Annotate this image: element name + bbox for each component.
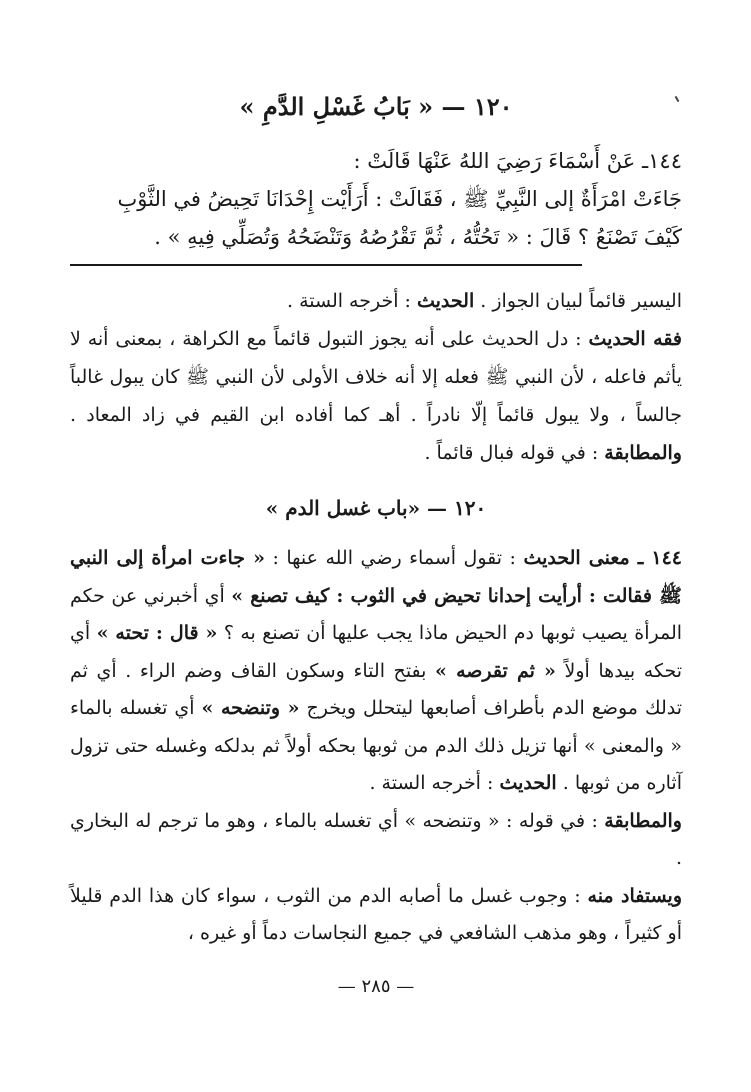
commentary-paragraph-1 xyxy=(70,540,682,803)
commentary-text: : أخرجه الستة . xyxy=(369,772,494,794)
document-page xyxy=(70,90,682,1001)
commentary-text: : وجوب غسل ما أصابه الدم من الثوب ، سواء كان هذا الدم قليلاً أو كثيراً ، وهو مذهب الشافعي في جميع النجاسات دماً أو غيره ، xyxy=(70,884,682,944)
matching-label: والمطابقة xyxy=(604,442,682,464)
commentary-text: أي تحكه بيدها أولاً xyxy=(70,622,683,682)
commentary-text: أي تغسله بالماء « والمعنى » أنها تزيل ذلك الدم من ثوبها بحكه أولاً ثم بدلكه وغسله حتى تزول آثاره من ثوبها . xyxy=(70,697,682,794)
fiqh-label: فقه الحديث xyxy=(588,328,683,350)
previous-text: : في قوله فبال قائماً . xyxy=(424,442,599,464)
section-heading: ١٢٠ — «باب غسل الدم » xyxy=(265,496,487,520)
commentary xyxy=(70,540,682,953)
previous-text: اليسير قائماً لبيان الجواز . xyxy=(480,290,682,312)
benefit-label: ويستفاد منه xyxy=(587,884,682,907)
previous-paragraph-2 xyxy=(70,320,682,472)
page-number: — ٢٨٥ — xyxy=(337,975,415,997)
separator-rule xyxy=(70,264,582,266)
hadith-label: الحديث xyxy=(416,290,475,312)
hadith-line-1: ١٤٤ـ عَنْ أَسْمَاءَ رَضِيَ اللهُ عَنْهَا قَالَتْ : xyxy=(353,149,682,173)
commentary-text: : في قوله : « وتنضحه » أي تغسله بالماء ، وهو ما ترجم له البخاري . xyxy=(70,809,682,869)
commentary-text: أي أخبرني عن حكم المرأة يصيب ثوبها دم الحيض ماذا يجب عليها أن تصنع به ؟ xyxy=(70,584,683,644)
commentary-text: : تقول أسماء رضي الله عنها : xyxy=(272,547,516,569)
quote-text: « وتنضحه » xyxy=(201,697,300,719)
commentary-paragraph-3 xyxy=(70,878,682,953)
quote-text: « قال : تحته » xyxy=(96,622,218,644)
meaning-label: ١٤٤ ـ معنى الحديث xyxy=(523,547,683,569)
previous-text: : دل الحديث على أنه يجوز التبول قائماً مع الكراهة ، بمعنى أنه لا يأثم فاعله ، لأن النبي ﷺ فعله إلا أنه خلاف الأولى لأن النبي ﷺ كان يبول غالباً جالساً ، ولا يبول قائماً إلّا نادراً . أهـ كما أفاده ابن القيم في زاد المعاد . xyxy=(70,328,682,426)
previous-paragraph-1 xyxy=(70,282,682,320)
previous-commentary xyxy=(70,282,682,472)
matching-label: والمطابقة xyxy=(604,809,682,832)
chapter-heading: ١٢٠ — « بَابُ غَسْلِ الدَّمِ » xyxy=(239,92,513,121)
quote-text: « ثم تقرصه » xyxy=(435,659,556,682)
quote-text: « جاءت امرأة إلى النبي ﷺ فقالت : أرأيت إحدانا تحيض في الثوب : كيف تصنع » xyxy=(70,547,682,607)
hadith-text xyxy=(70,142,682,256)
previous-text: : أخرجه الستة . xyxy=(287,290,411,312)
commentary-paragraph-2 xyxy=(70,803,682,878)
hadith-line-3: كَيْفَ تَصْنَعُ ؟ قَالَ : « تَحُتُّهُ ، ثُمَّ تَقْرُصُهُ وَتَنْضَحُهُ وَتُصَلِّي فِيهِ » . xyxy=(154,225,682,249)
hadith-label: الحديث xyxy=(499,772,557,794)
hadith-line-2: جَاءَتْ امْرَأَةٌ إلى النَّبِيِّ ﷺ ، فَقَالَتْ : أَرَأَيْت إِحْدَانَا تَحِيضُ في الثَّوْبِ xyxy=(117,187,682,211)
commentary-text: بفتح التاء وسكون القاف وضم الراء . أي ثم تدلك موضع الدم بأطراف أصابعها ليتحلل ويخرج xyxy=(70,659,683,719)
